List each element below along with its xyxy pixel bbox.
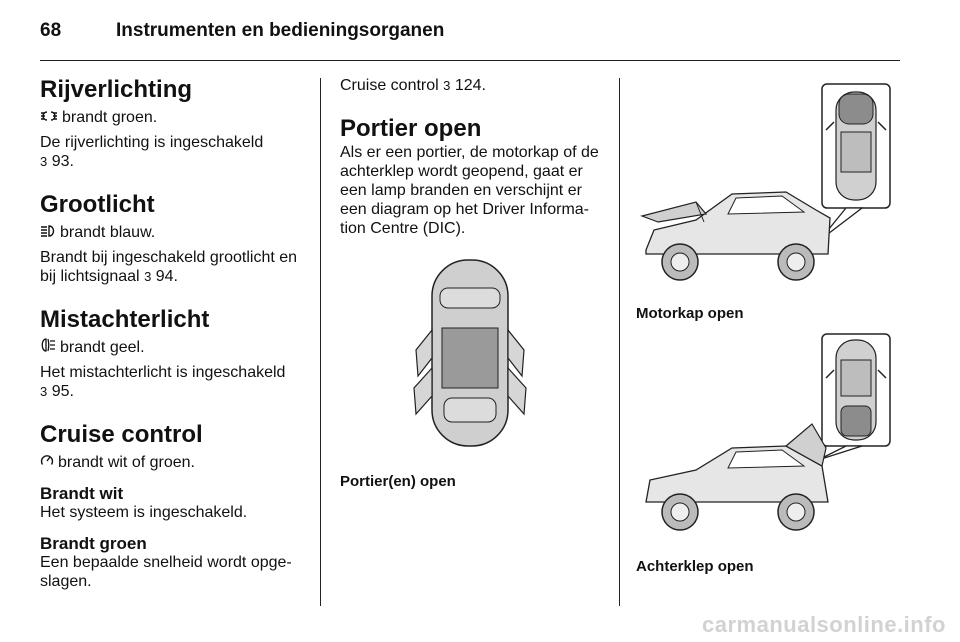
page-ref-link[interactable]: 95. [51,383,74,400]
indicator-line [40,108,310,127]
ref-arrow-icon: 3 [40,154,48,169]
page-ref-link[interactable]: 124. [454,77,486,94]
paragraph: Brandt bij ingeschakeld grootlicht en bij lichtsignaal 3 94. [40,249,298,285]
subheading-brandt-wit: Brandt wit [40,484,124,503]
page-header [40,20,444,42]
paragraph: Als er een portier, de motorkap of de achterklep wordt geopend, gaat er een lamp branden en verschijnt er een diagram op het Driver Informa-tion Centre (DIC). [340,144,599,237]
paragraph: De rijverlichting is ingeschakeld 3 93. [40,134,264,170]
ref-arrow-icon: 3 [144,269,152,284]
rear-fog-light-icon [40,338,56,352]
column-left [40,76,310,591]
page-ref-link[interactable]: 93. [51,153,74,170]
page-ref-link[interactable]: 94. [155,268,178,285]
section-title-cruise-control: Cruise control [40,421,203,448]
figure-caption: Achterklep open [636,558,754,575]
section-title-grootlicht: Grootlicht [40,191,155,218]
column-divider [619,78,620,606]
doors-open-figure [410,258,530,450]
paragraph: Cruise control 3 124. [340,77,486,94]
side-lights-icon [40,110,58,122]
high-beam-icon [40,225,56,237]
paragraph: Het systeem is ingeschakeld. [40,504,248,521]
column-middle [340,76,610,238]
ref-arrow-icon: 3 [40,384,48,399]
indicator-line [40,453,310,472]
tailgate-open-figure [636,330,896,540]
indicator-text: brandt blauw. [60,224,156,241]
ref-arrow-icon: 3 [443,78,451,93]
paragraph: Een bepaalde snelheid wordt opge-slagen. [40,554,292,590]
page-number: 68 [40,20,62,41]
indicator-text: brandt groen. [62,109,158,126]
indicator-line [40,223,310,242]
indicator-text: brandt wit of groen. [58,454,195,471]
watermark: carmanualsonline.info [702,612,946,637]
section-title-portier-open: Portier open [340,115,482,142]
indicator-text: brandt geel. [60,339,145,356]
hood-open-figure [636,82,896,292]
section-title-rijverlichting: Rijverlichting [40,76,193,103]
figure-caption: Portier(en) open [340,473,456,490]
figure-caption: Motorkap open [636,305,744,322]
cruise-control-icon [40,454,54,467]
paragraph: Het mistachterlicht is ingeschakeld 3 95. [40,364,286,400]
subheading-brandt-groen: Brandt groen [40,534,147,553]
indicator-line [40,338,310,357]
page-title: Instrumenten en bedieningsorganen [116,20,445,41]
column-divider [320,78,321,606]
header-rule [40,60,900,61]
section-title-mistachterlicht: Mistachterlicht [40,306,210,333]
